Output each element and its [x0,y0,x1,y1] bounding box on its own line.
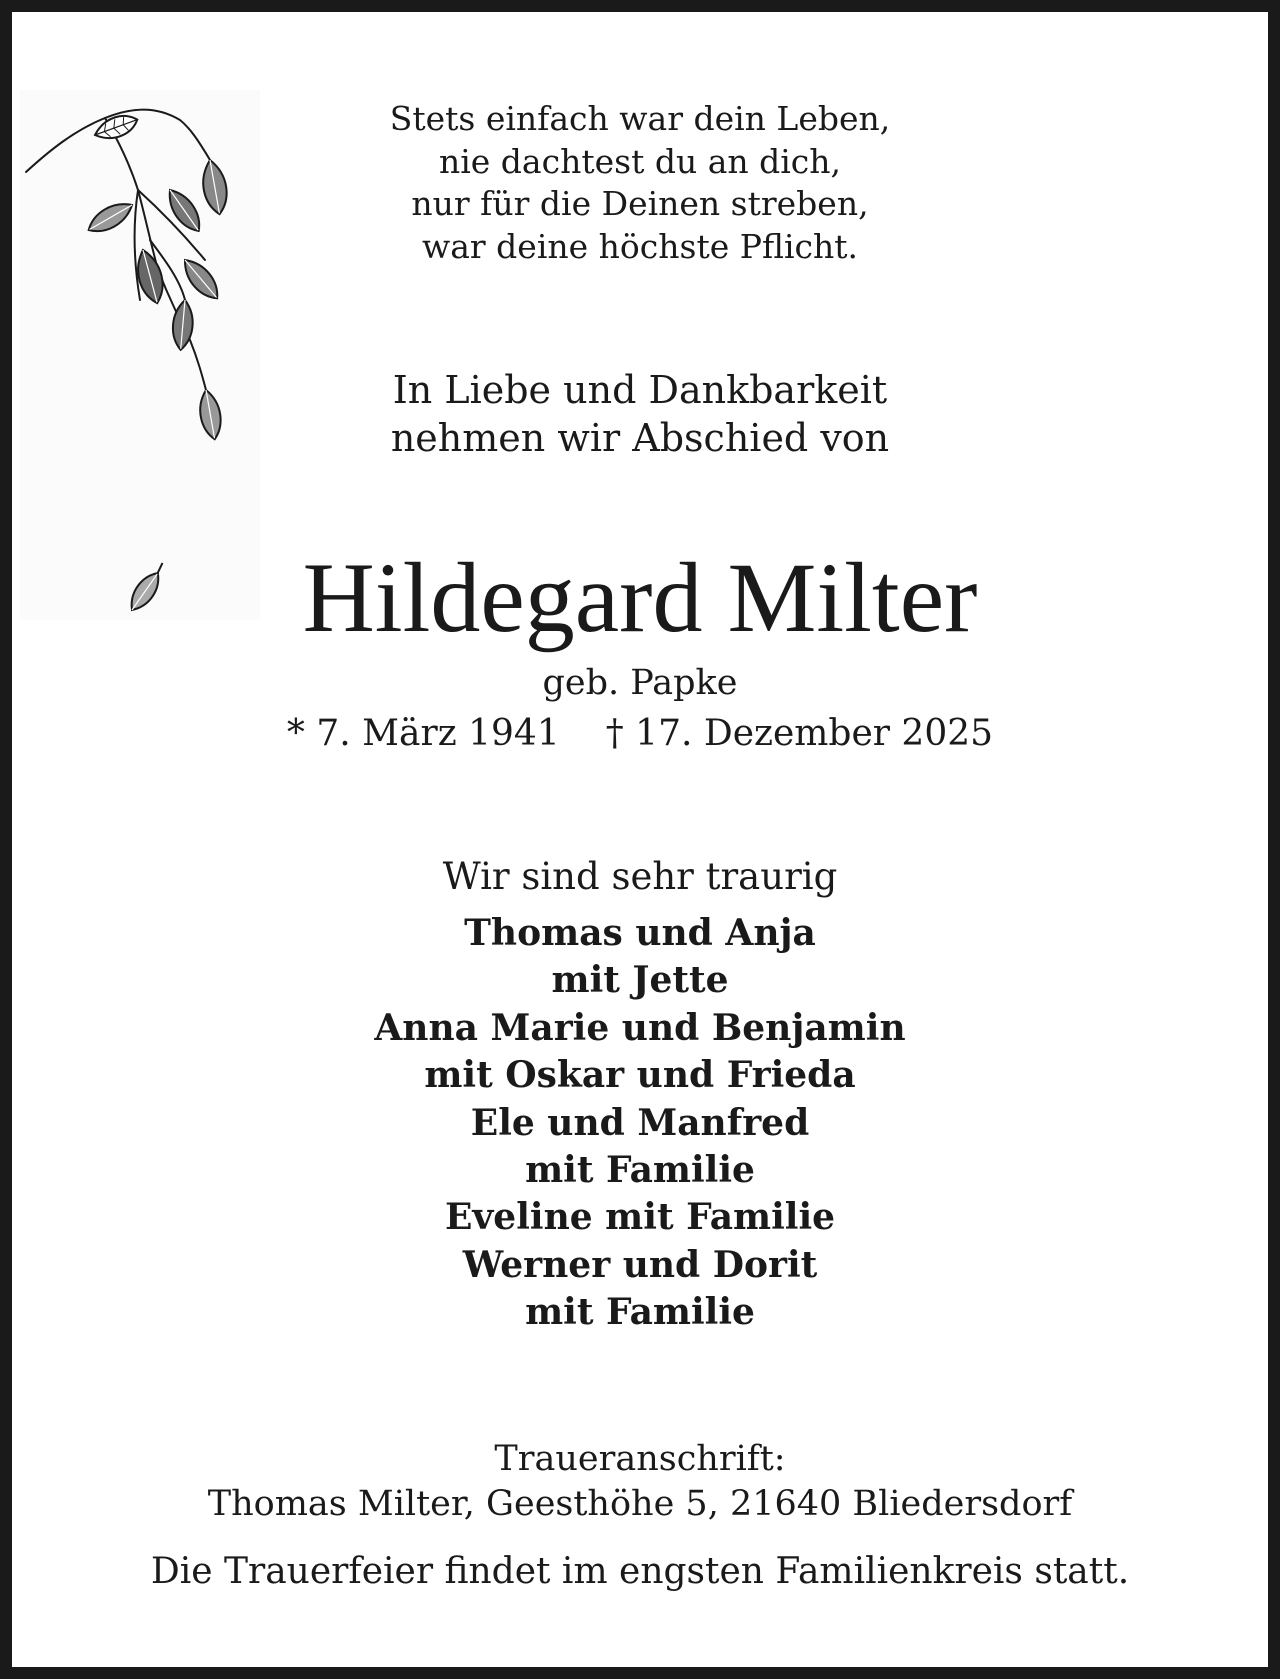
verse [12,98,1268,268]
deceased-name: Hildegard Milter [302,542,978,653]
farewell-intro [12,366,1268,462]
mourner-line: mit Familie [525,1149,755,1192]
verse-line: nie dachtest du an dich, [438,141,842,181]
mourner-line: Werner und Dorit [462,1243,818,1286]
mourner-line: mit Jette [551,959,729,1002]
verse-line: war deine höchste Pflicht. [422,226,858,266]
address-label: Traueranschrift: [494,1439,786,1479]
mourner-line: Anna Marie und Benjamin [374,1006,906,1049]
mourners-intro: Wir sind sehr traurig [442,855,838,898]
mourners-list [12,910,1268,1337]
mourner-line: Thomas und Anja [464,912,816,954]
mourner-line: mit Oskar und Frieda [424,1054,856,1097]
birth-date: * 7. März 1941 [286,713,560,754]
death-date: † 17. Dezember 2025 [605,713,994,754]
mourner-line: Ele und Manfred [470,1101,810,1144]
funeral-notice: Die Trauerfeier findet im engsten Familienkreis statt. [150,1551,1130,1592]
intro-line: In Liebe und Dankbarkeit [392,368,888,412]
mourner-line: mit Familie [525,1291,755,1334]
mourner-line: Eveline mit Familie [444,1196,836,1239]
address-value: Thomas Milter, Geesthöhe 5, 21640 Bliedersdorf [207,1484,1073,1524]
life-dates [12,712,1268,756]
intro-line: nehmen wir Abschied von [390,416,890,460]
verse-line: nur für die Deinen streben, [411,184,869,223]
maiden-name: geb. Papke [542,663,738,703]
verse-line: Stets einfach war dein Leben, [389,99,891,138]
